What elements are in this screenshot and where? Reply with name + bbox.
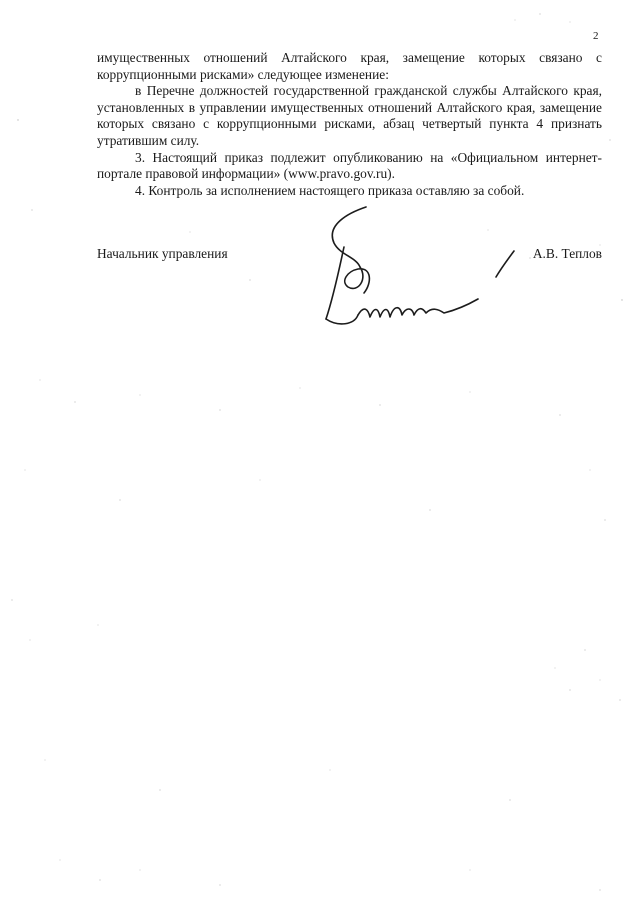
document-body <box>97 50 602 199</box>
signatory-name: А.В. Теплов <box>532 246 602 261</box>
paragraph-continuation: имущественных отношений Алтайского края, замещение которых связано с коррупционными рисками» следующее изменение: <box>97 50 602 82</box>
paragraph-publication: 3. Настоящий приказ подлежит опубликованию на «Официальном интернет-портале правовой информации» (www.pravo.gov.ru). <box>97 149 602 182</box>
handwritten-signature <box>318 195 528 335</box>
paragraph-control: 4. Контроль за исполнением настоящего приказа оставляю за собой. <box>135 182 525 198</box>
page-number: 2 <box>593 30 599 42</box>
signatory-position: Начальник управления <box>97 246 228 261</box>
paragraph-amendment: в Перечне должностей государственной гражданской службы Алтайского края, установленных в управлении имущественных отношений Алтайского края, замещение которых связано с коррупционными рисками, абзац четвертый пункта 4 признать утратившим силу. <box>97 83 602 148</box>
